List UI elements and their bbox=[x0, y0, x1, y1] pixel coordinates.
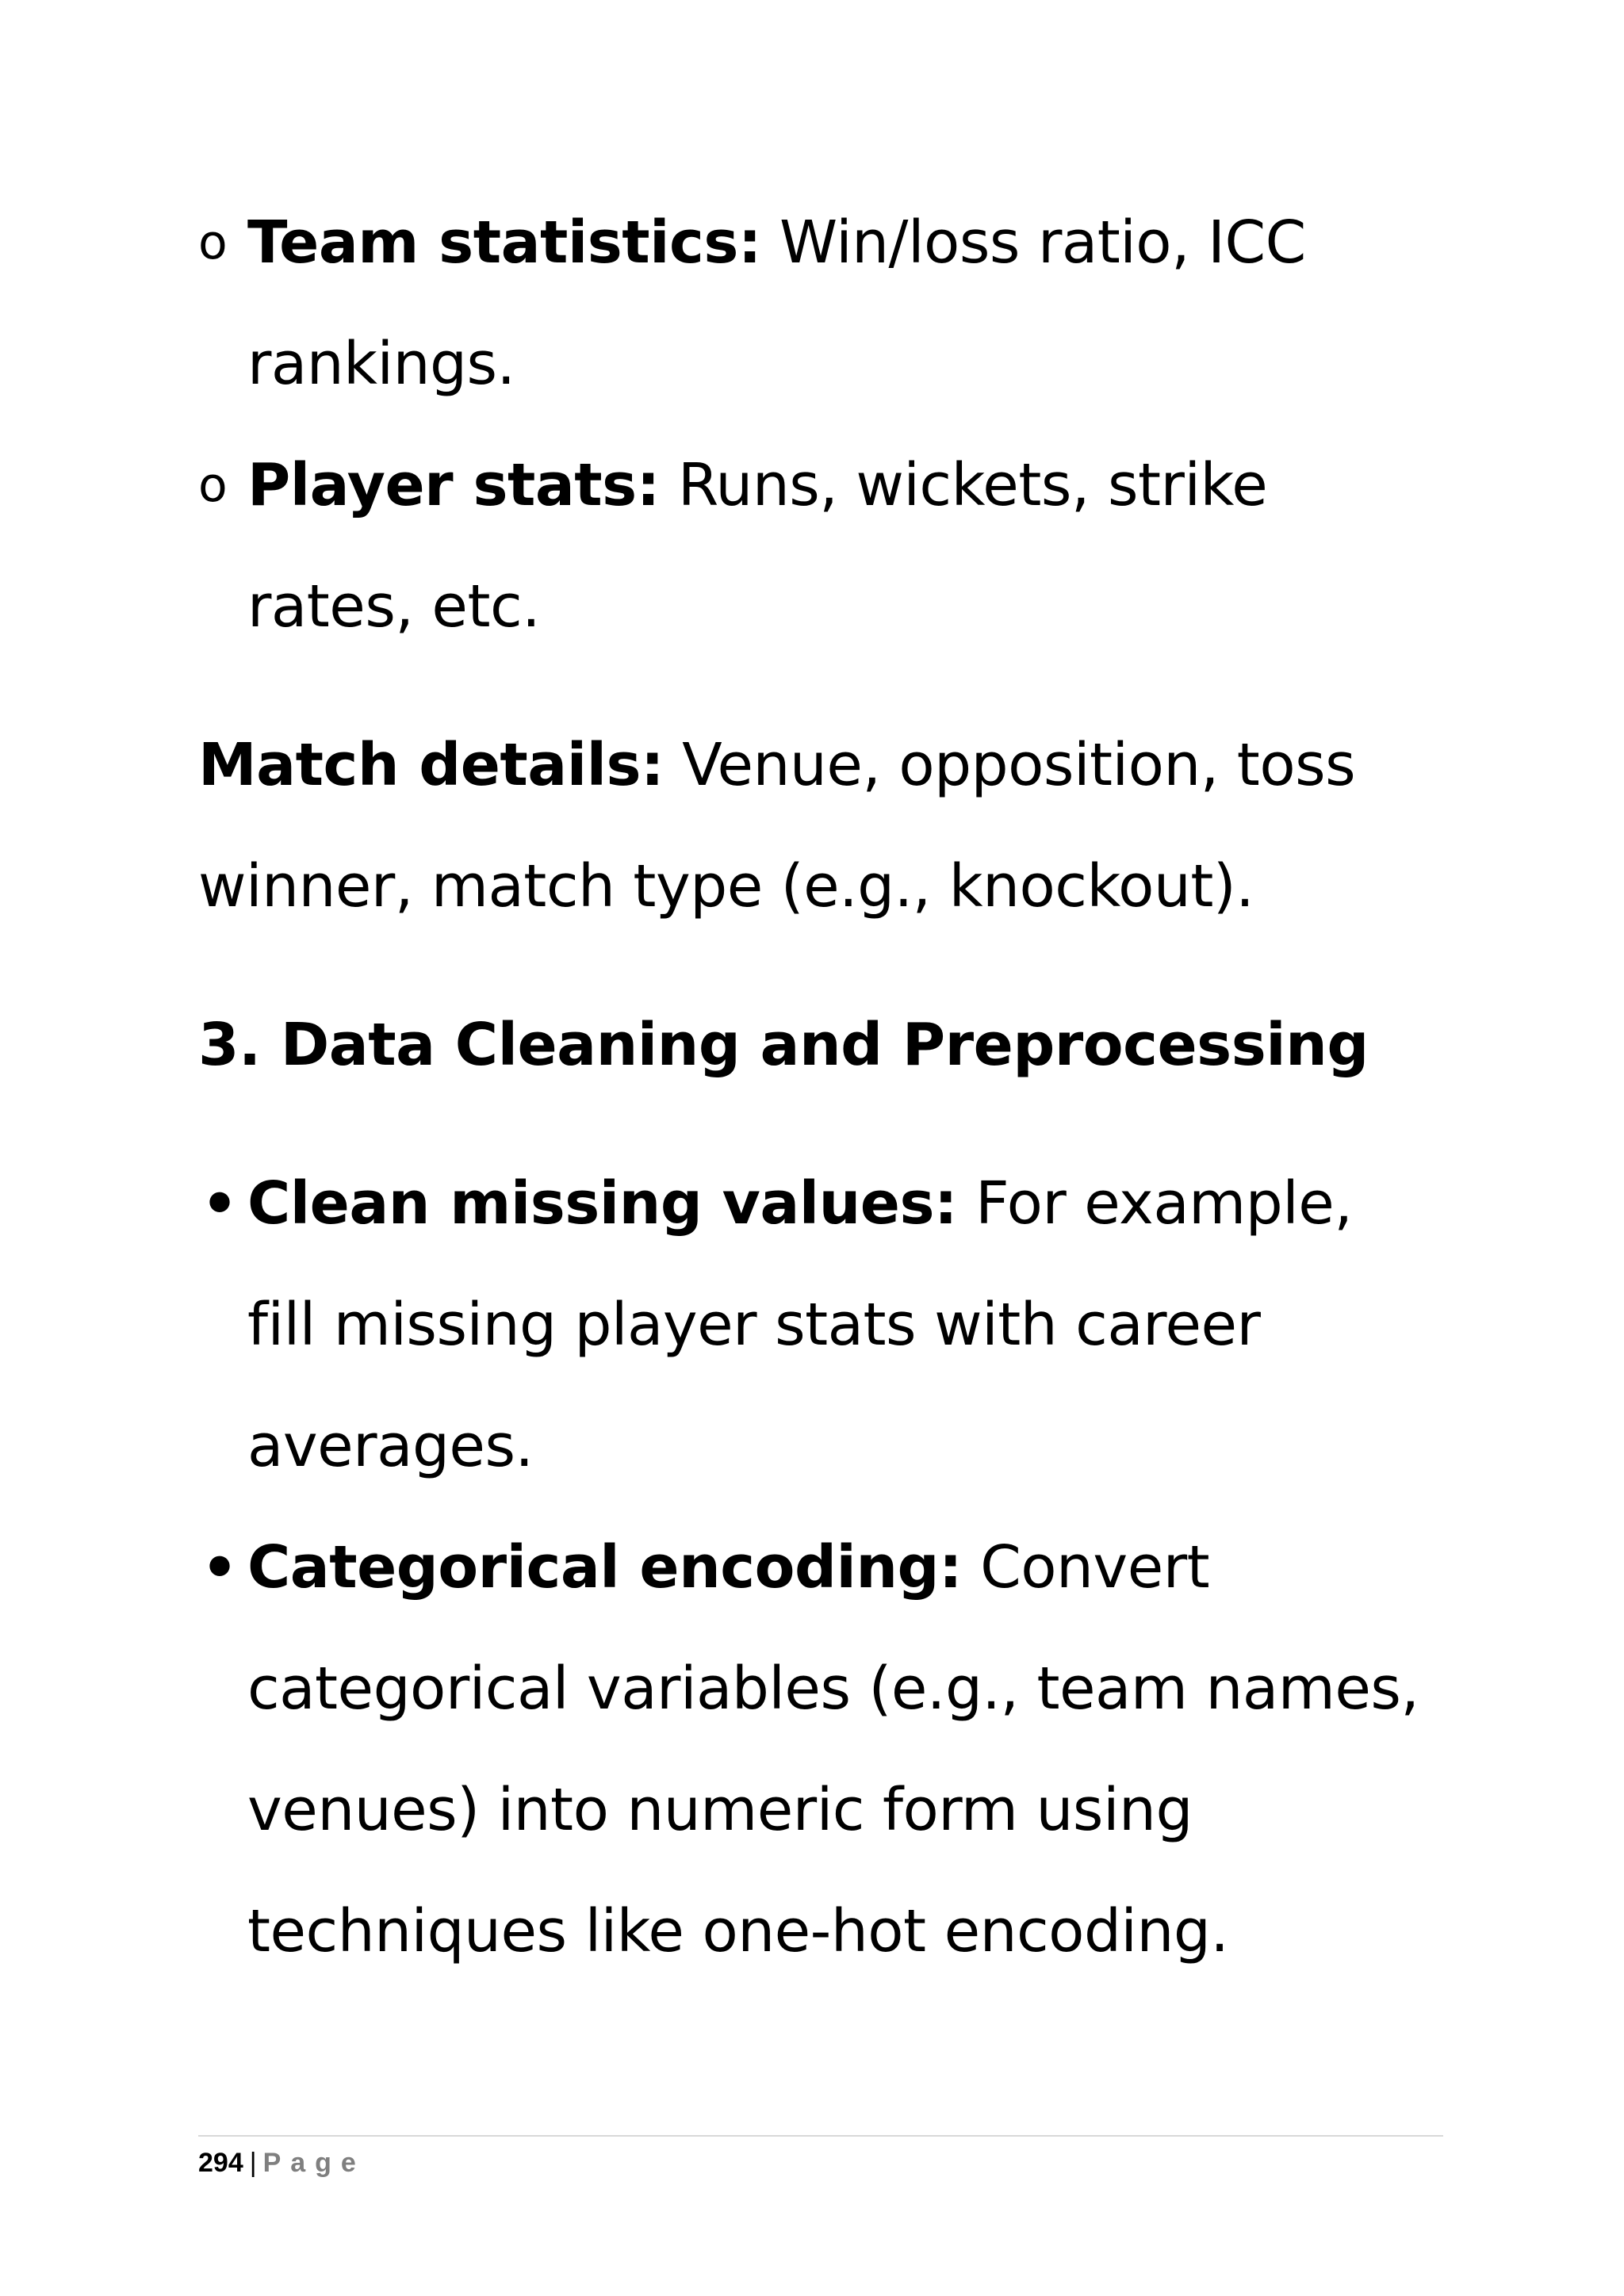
page-number: 294 bbox=[198, 2148, 243, 2178]
sub-item-label: Team statistics: bbox=[247, 209, 762, 277]
match-details-paragraph bbox=[198, 705, 1435, 947]
match-details-label: Match details: bbox=[198, 731, 665, 799]
section-heading: 3. Data Cleaning and Preprocessing bbox=[198, 1011, 1369, 1079]
bullet-icon: • bbox=[201, 1534, 238, 1601]
sub-item-team-statistics bbox=[198, 182, 1435, 425]
sub-item-text: Runs, wickets, strike rates, etc. bbox=[247, 451, 1268, 641]
match-details-text: Venue, opposition, toss winner, match type (e.g., knockout). bbox=[198, 731, 1356, 920]
footer-separator: | bbox=[249, 2148, 257, 2178]
bullet-item-categorical-encoding bbox=[198, 1507, 1435, 1992]
bullet-text: Convert categorical variables (e.g., team names, venues) into numeric form using techniques like one-hot encoding. bbox=[247, 1533, 1419, 1965]
page-footer bbox=[198, 2135, 1443, 2179]
sub-item-text: Win/loss ratio, ICC rankings. bbox=[247, 209, 1306, 398]
bullet-label: Categorical encoding: bbox=[247, 1533, 963, 1601]
bullet-item-clean-missing-values bbox=[198, 1143, 1435, 1507]
sub-item-player-stats bbox=[198, 425, 1435, 668]
bullet-list bbox=[198, 1143, 1435, 1992]
sub-item-label: Player stats: bbox=[247, 451, 660, 519]
bullet-text: For example, fill missing player stats with career averages. bbox=[247, 1169, 1353, 1480]
page-content bbox=[198, 182, 1435, 1992]
circle-bullet-icon: o bbox=[198, 215, 228, 270]
circle-bullet-icon: o bbox=[198, 457, 228, 513]
bullet-label: Clean missing values: bbox=[247, 1169, 958, 1238]
page-word: Page bbox=[262, 2148, 366, 2178]
bullet-icon: • bbox=[201, 1170, 238, 1237]
